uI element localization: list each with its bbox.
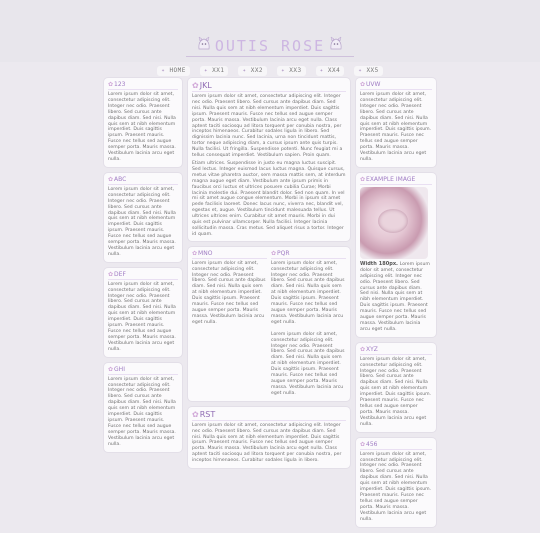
card-text: Lorem ipsum dolor sit amet, consectetur adipiscing elit. Integer nec odio. Praesent libero. Sed cursus ante dapibus diam. Sed nisi. Nulla quis sem at nibh elementum imperdiet. Duis sagittis ipsum. Praesent mauris. Fusce nec tellus sed augue semper porta. Mauris massa. Vestibulum lacinia arcu eget nulla. xyxy=(192,260,266,325)
site-title[interactable]: OUTIS ROSE xyxy=(214,37,326,55)
card-title: ✿ EXAMPLE IMAGE xyxy=(360,176,432,185)
card-123 xyxy=(104,78,182,167)
card-title: ✿ 456 xyxy=(360,441,432,450)
card-title: ✿ UVW xyxy=(360,81,432,90)
card-text: Lorem ipsum dolor sit amet, consectetur adipiscing elit. Integer nec odio. Praesent libero. Sed cursus ante dapibus diam. Sed nisi. Nulla quis sem at nibh elementum imperdiet. Duis sagittis ipsum. Praesent mauris. Fusce nec tellus sed augue semper porta. Mauris massa. Vestibulum lacinia arcu eget nulla. xyxy=(108,186,176,257)
card-text: Lorem ipsum dolor sit amet, consectetur adipiscing elit. Integer nec odio. Praesent libero. Sed cursus ante dapibus diam. Sed nisi. Nulla quis sem at nibh elementum imperdiet. Duis sagittis ipsum. Praesent mauris. Fusce nec tellus sed augue semper porta. Mauris massa. Vestibulum lacinia arcu eget nulla. xyxy=(271,331,345,396)
card-text: Lorem ipsum dolor sit amet, consectetur adipiscing elit. Integer nec odio. Praesent libero. Sed cursus ante dapibus diam. Sed nisi. Nulla quis sem at nibh elementum imperdiet. Duis sagittis ipsum. Praesent mauris. Fusce nec tellus sed augue semper porta. Mauris massa. Vestibulum lacinia arcu eget nulla. xyxy=(108,281,176,352)
width-label: Width 180px. xyxy=(360,260,398,267)
main-nav xyxy=(0,66,540,76)
nav-xx1[interactable]: ✦ XX1 xyxy=(200,66,229,76)
card-example-image xyxy=(356,173,436,337)
card-text: Lorem ipsum dolor sit amet, consectetur adipiscing elit. Integer nec odio. Praesent libero. Sed cursus ante dapibus diam. Sed nisi. Nulla quis sem at nibh elementum imperdiet. Duis sagittis ipsum. Praesent mauris. Fusce nec tellus sed augue semper porta. Mauris massa. Vestibulum lacinia arcu eget nulla. xyxy=(360,356,432,427)
card-text: Lorem ipsum dolor sit amet, consectetur adipiscing elit. Integer nec odio. Praesent libero. Sed cursus ante dapibus diam. Sed nisi. Nulla quis sem at nibh elementum imperdiet. Duis sagittis ipsum. Praesent mauris. Fusce nec tellus sed augue semper porta. Mauris massa. Vestibulum lacinia arcu eget nulla. xyxy=(108,92,176,162)
card-text xyxy=(360,262,432,333)
title-underline xyxy=(186,56,354,57)
right-column xyxy=(356,78,436,533)
nav-home[interactable]: ✦ HOME xyxy=(157,66,190,76)
card-xyz xyxy=(356,343,436,432)
card-456 xyxy=(356,438,436,527)
card-ghi xyxy=(104,363,182,452)
card-mno xyxy=(192,250,267,397)
card-def xyxy=(104,268,182,357)
card-abc xyxy=(104,173,182,262)
example-photo xyxy=(360,187,428,259)
card-text: Lorem ipsum dolor sit amet, consectetur adipiscing elit. Integer nec odio. Praesent libero. Sed cursus ante dapibus diam. Sed nisi. Nulla quis sem at nibh elementum imperdiet. Duis sagittis ipsum. Praesent mauris. Fusce nec tellus sed augue semper porta. Mauris massa. Vestibulum lacinia arcu eget nulla. xyxy=(108,376,176,447)
nav-xx4[interactable]: ✦ XX4 xyxy=(316,66,345,76)
card-text: Lorem ipsum dolor sit amet, consectetur adipiscing elit. Integer nec odio. Praesent libero. Sed cursus ante dapibus diam. Sed nisi. Nulla quis sem at nibh elementum imperdiet. Duis sagittis ipsum. Praesent mauris. Fusce nec tellus sed augue semper porta. Mauris massa. Vestibulum lacinia arcu eget nulla. Class aptent taciti sociosqu ad litora torquent per conubia nostra, per inceptos himenaeos. Curabitur sodales ligula in libero. Sed dignissim lacinia nunc. Sed lacinia, urna non tincidunt mattis, tortor neque adipiscing diam, a cursus ipsum ante quis turpis. Nulla facilisi. Ut fringilla. Suspendisse potenti. Nunc feugiat mi a tellus consequat imperdiet. Vestibulum sapien. Proin quam. xyxy=(192,94,343,159)
ghost-mascot-icon xyxy=(328,36,344,50)
card-text: Lorem ipsum dolor sit amet, consectetur adipiscing elit. Integer nec odio. Praesent libero. Sed cursus ante dapibus diam. Sed nisi. Nulla quis sem at nibh elementum imperdiet. Duis sagittis ipsum. Praesent mauris. Fusce nec tellus sed augue semper porta. Mauris massa. Vestibulum lacinia arcu eget nulla. xyxy=(271,260,345,325)
card-pqr xyxy=(271,250,346,397)
card-uvw xyxy=(356,78,436,167)
card-text: Lorem ipsum dolor sit amet, consectetur adipiscing elit. Integer nec odio. Praesent libero. Sed cursus ante dapibus diam. Sed nisi. Nulla quis sem at nibh elementum imperdiet. Duis sagittis ipsum. Praesent mauris. Fusce nec tellus sed augue semper porta. Mauris massa. Vestibulum lacinia arcu eget nulla. xyxy=(360,92,432,162)
card-title: ✿ MNO xyxy=(192,250,267,259)
card-title: ✿ JKL xyxy=(192,81,346,92)
card-text: Etiam ultrices. Suspendisse in justo eu magna luctus suscipit. Sed lectus. Integer euismod lacus luctus magna. Quisque cursus, metus vitae pharetra auctor, sem massa mattis sem, at interdum magna augue eget diam. Vestibulum ante ipsum primis in faucibus orci luctus et ultrices posuere cubilia Curae; Morbi lacinia molestie dui. Praesent blandit dolor. Sed non quam. In vel mi sit amet augue congue elementum. Morbi in ipsum sit amet pede facilisis laoreet. Donec lacus nunc, viverra nec, blandit vel, egestas et, augue. Vestibulum tincidunt malesuada tellus. Ut ultrices ultrices enim. Curabitur sit amet mauris. Morbi in dui quis est pulvinar ullamcorper. Nulla facilisi. Integer lacinia sollicitudin massa. Cras metus. Sed aliquet risus a tortor. Integer id quam. xyxy=(192,160,346,237)
card-title: ✿ GHI xyxy=(108,366,178,375)
card-text: Lorem ipsum dolor sit amet, consectetur adipiscing elit. Integer nec odio. Praesent libero. Sed cursus ante dapibus diam. Sed nisi. Nulla quis sem at nibh elementum imperdiet. Duis sagittis ipsum. Praesent mauris. Fusce nec tellus sed augue semper porta. Mauris massa. Vestibulum lacinia arcu eget nulla. Class aptent taciti sociosqu ad litora torquent per conubia nostra, per inceptos himenaeos. Curabitur sodales ligula in libero. xyxy=(192,422,342,464)
left-column xyxy=(104,78,182,458)
card-title: ✿ PQR xyxy=(271,250,346,259)
card-title: ✿ DEF xyxy=(108,271,178,280)
split-card xyxy=(188,247,350,401)
card-title: ✿ ABC xyxy=(108,176,178,185)
card-jkl xyxy=(188,78,350,241)
middle-column xyxy=(188,78,350,474)
card-title: ✿ XYZ xyxy=(360,346,432,355)
card-title: ✿ RST xyxy=(192,410,346,421)
nav-xx2[interactable]: ✦ XX2 xyxy=(238,66,267,76)
card-text-body: Lorem ipsum dolor sit amet, consectetur adipiscing elit. Integer nec odio. Praesent libero. Sed cursus ante dapibus diam. Sed nisi. Nulla quis sem at nibh elementum imperdiet. Duis sagittis ipsum. Praesent mauris. Fusce nec tellus sed augue semper porta. Mauris massa. Vestibulum lacinia arcu eget nulla. xyxy=(360,261,430,332)
card-title: ✿ 123 xyxy=(108,81,178,90)
card-rst xyxy=(188,407,350,468)
card-text: Lorem ipsum dolor sit amet, consectetur adipiscing elit. Integer nec odio. Praesent libero. Sed cursus ante dapibus diam. Sed nisi. Nulla quis sem at nibh elementum imperdiet. Duis sagittis ipsum. Praesent mauris. Fusce nec tellus sed augue semper porta. Mauris massa. Vestibulum lacinia arcu eget nulla. xyxy=(360,451,432,522)
nav-xx5[interactable]: ✦ XX5 xyxy=(354,66,383,76)
nav-xx3[interactable]: ✦ XX3 xyxy=(277,66,306,76)
